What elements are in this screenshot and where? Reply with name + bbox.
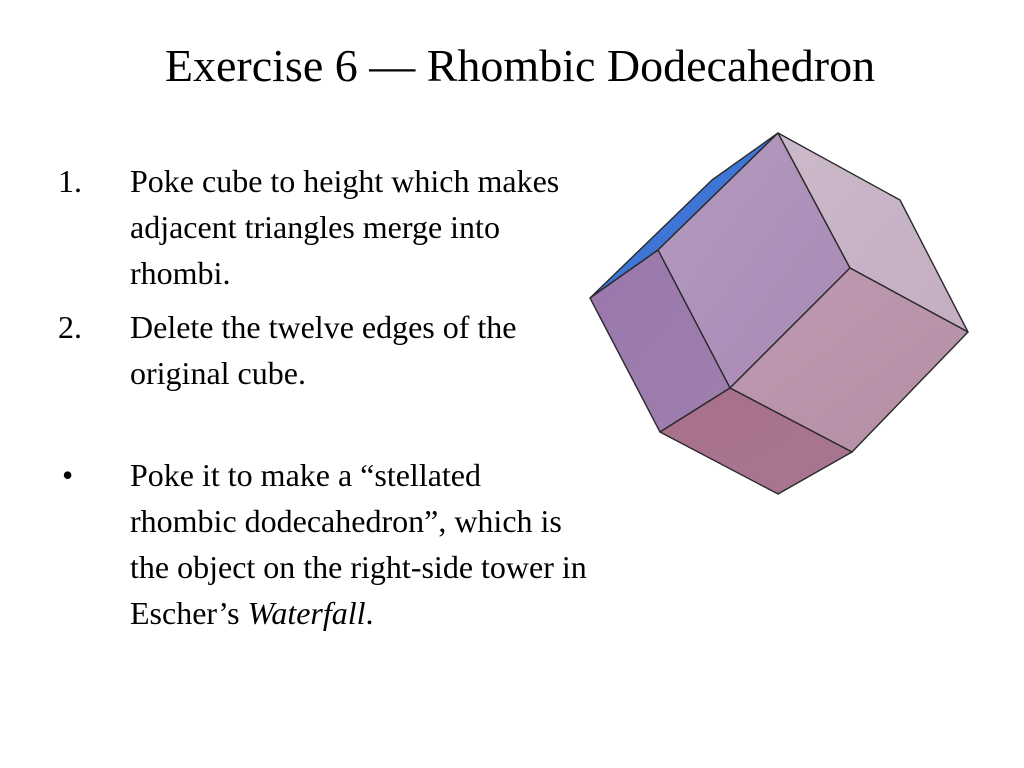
bullet-text-end: .: [365, 595, 374, 631]
slide-title: Exercise 6 — Rhombic Dodecahedron: [164, 40, 876, 91]
item-number: 2.: [58, 309, 82, 345]
numbered-item: [58, 304, 588, 396]
artwork-title: Waterfall: [247, 595, 366, 631]
bullet-item: [58, 452, 588, 636]
bullet-marker: •: [62, 457, 74, 493]
slide-body: [58, 158, 588, 636]
item-number: 1.: [58, 163, 82, 199]
item-text: Poke cube to height which makes adjacent triangles merge into rhombi.: [130, 163, 560, 291]
rhombic-dodecahedron-figure: [580, 120, 980, 510]
bullet-text: [130, 452, 588, 636]
polyhedron: [590, 133, 968, 494]
item-text: Delete the twelve edges of the original cube.: [130, 309, 517, 391]
numbered-item: [58, 158, 588, 296]
bullet-text-main: Poke it to make a “stellated rhombic dodecahedron”, which is the object on the right-side tower in Escher’s: [130, 457, 587, 631]
